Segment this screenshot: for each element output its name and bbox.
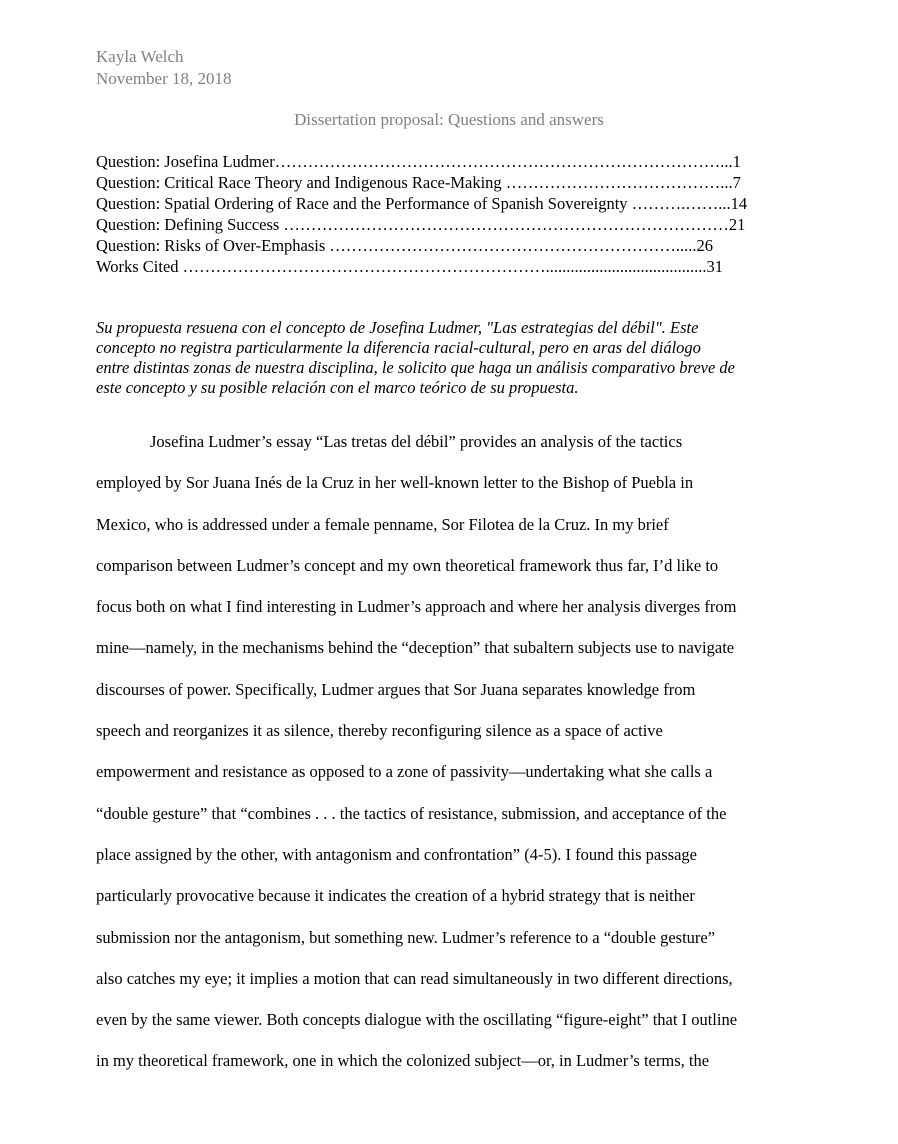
answer-paragraph [96,421,806,1082]
toc-entry: Question: Risks of Over-Emphasis ……………………………………………………….....26 [96,236,714,255]
toc-entry: Question: Defining Success ………………………………………………………………………21 [96,215,746,234]
body-line: Mexico, who is addressed under a female penname, Sor Filotea de la Cruz. In my brief [96,514,669,534]
body-line: even by the same viewer. Both concepts dialogue with the oscillating “figure-eight” that I outline [96,1010,738,1030]
body-line: “double gesture” that “combines . . . the tactics of resistance, submission, and acceptance of the [96,803,727,823]
body-line: in my theoretical framework, one in which the colonized subject—or, in Ludmer’s terms, the [96,1051,710,1071]
question-prompt [96,318,806,398]
body-line: place assigned by the other, with antagonism and confrontation” (4-5). I found this passage [96,844,697,864]
document-date: November 18, 2018 [96,69,232,88]
toc-entry: Works Cited ………………………………………………………….......................................31 [96,257,724,276]
prompt-line: este concepto y su posible relación con el marco teórico de su propuesta. [96,378,579,397]
prompt-line: concepto no registra particularmente la diferencia racial-cultural, pero en aras del diálogo [96,338,701,357]
prompt-line: entre distintas zonas de nuestra disciplina, le solicito que haga un análisis comparativo breve de [96,358,736,377]
document-header [96,46,232,90]
body-line: empowerment and resistance as opposed to a zone of passivity—undertaking what she calls a [96,762,713,782]
toc-entry: Question: Spatial Ordering of Race and the Performance of Spanish Sovereignty ……….……...14 [96,194,748,213]
body-line: speech and reorganizes it as silence, thereby reconfiguring silence as a space of active [96,721,663,741]
toc-entry: Question: Critical Race Theory and Indigenous Race-Making …………………………………...7 [96,173,741,192]
prompt-line: Su propuesta resuena con el concepto de Josefina Ludmer, "Las estrategias del débil". Este [96,318,699,337]
author-name: Kayla Welch [96,47,184,66]
toc-entry: Question: Josefina Ludmer………………………………………………………………………...1 [96,152,741,171]
body-line: discourses of power. Specifically, Ludmer argues that Sor Juana separates knowledge from [96,679,696,699]
body-line: mine—namely, in the mechanisms behind the “deception” that subaltern subjects use to navigate [96,638,735,658]
body-line: focus both on what I find interesting in Ludmer’s approach and where her analysis diverges from [96,597,737,617]
table-of-contents [96,151,796,277]
body-line: comparison between Ludmer’s concept and my own theoretical framework thus far, I’d like to [96,555,719,575]
body-line: particularly provocative because it indicates the creation of a hybrid strategy that is neither [96,886,695,906]
document-title: Dissertation proposal: Questions and answers [294,110,604,129]
body-line: Josefina Ludmer’s essay “Las tretas del débil” provides an analysis of the tactics [150,432,683,451]
body-line: submission nor the antagonism, but something new. Ludmer’s reference to a “double gesture” [96,927,716,947]
body-line: employed by Sor Juana Inés de la Cruz in her well-known letter to the Bishop of Puebla in [96,473,694,493]
body-line: also catches my eye; it implies a motion that can read simultaneously in two different directions, [96,968,733,988]
